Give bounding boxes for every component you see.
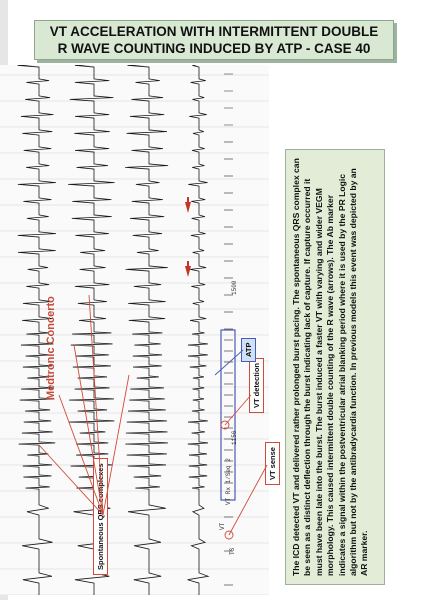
atp-label: ATP: [241, 338, 256, 362]
title-banner: [34, 20, 394, 60]
rotated-figure: [0, 65, 399, 595]
callout-lines: [0, 65, 299, 595]
vt-detection-label: VT detection: [249, 358, 264, 413]
vt-marker: VT: [219, 522, 226, 530]
description-box: [285, 149, 385, 585]
interval-2: 1500: [231, 280, 238, 295]
interval-1: 1156: [231, 430, 238, 445]
vt-rx-marker: VT Rx 1/Seq 2: [225, 458, 232, 505]
vt-sense-label: VT sense: [265, 442, 280, 485]
spontaneous-qrs-label: Spontaneous QRS complexes: [93, 458, 108, 575]
ts-marker: TS: [229, 547, 236, 555]
title-line-1: VT ACCELERATION WITH INTERMITTENT DOUBLE: [49, 24, 379, 39]
title-line-2: R WAVE COUNTING INDUCED BY ATP - CASE 40: [57, 41, 371, 56]
description-text: The ICD detected VT and delivered rather prolonged burst pacing. The spontaneous QRS complex can be seen as a distinct deflection through the burst indicating lack of capture. If capture occurred it must have been late into the burst. The burst induced a faster VT with varying and wider VEGM morphology. This caused intermittent double counting of the R wave (arrows). The Ab marker indicates a signal within the postventricular atrial blanking period where it is used by the PR Logic algorithm but not by the antibradycardia function. In previous models this event was depicted by an AR marker.: [291, 158, 370, 576]
device-name: Medtronic Concerto: [45, 296, 57, 400]
